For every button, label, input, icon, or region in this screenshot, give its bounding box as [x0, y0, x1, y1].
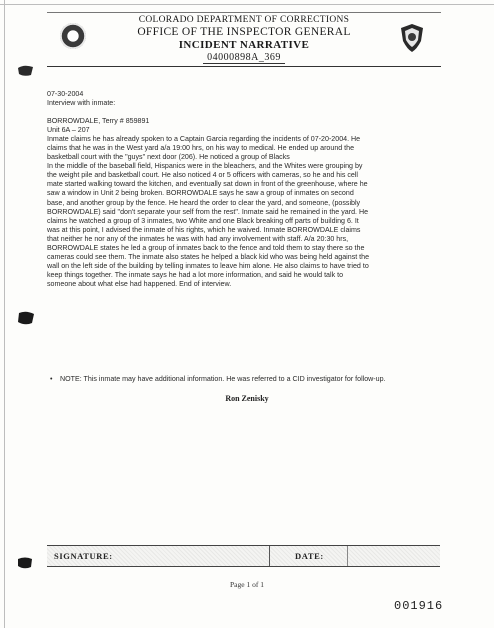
- narrative-line: the weight pile and basketball court. He also noticed 4 or 5 officers with cameras, so he and his cell: [47, 171, 358, 180]
- scan-edge-top: [0, 4, 494, 5]
- narrative-line: Inmate claims he has already spoken to a Captain Garcia regarding the incidents of 07-20-2004. He: [47, 135, 361, 144]
- narrative-line: In the middle of the baseball field, Hispanics were in the bleachers, and the Whites were grouping by: [47, 162, 363, 171]
- case-number: 04000898A_369: [203, 52, 285, 64]
- narrative-line: BORROWDALE) said "don't separate your self from the rest". Inmate said he remained in the yard. He: [47, 207, 369, 216]
- state-seal-icon: [60, 23, 86, 49]
- case-number-line: [47, 52, 441, 64]
- inmate-unit: Unit 6A – 207: [47, 126, 90, 135]
- narrative-line: keep things together. The inmate says he had a lot more information, and said he would talk to: [47, 270, 344, 279]
- narrative-line: was at this point, I advised the inmate of his rights, which he waived. Inmate BORROWDALE claims: [47, 225, 361, 234]
- page-number: Page 1 of 1: [230, 580, 264, 589]
- punch-hole-top-icon: [16, 64, 36, 78]
- narrative-line: claims that he was in the West yard a/a 19:00 hrs, on his way to medical. He ended up around the: [47, 144, 355, 153]
- signer-name: Ron Zenisky: [225, 394, 269, 403]
- note-bullet: •: [50, 375, 53, 383]
- narrative-line: base, and another group by the fence. He heard the order to clear the yard, and someone, (possibly: [47, 198, 361, 207]
- date-label: DATE:: [295, 551, 324, 561]
- signature-label: SIGNATURE:: [54, 551, 113, 561]
- punch-hole-middle-icon: [16, 310, 36, 326]
- note-text: NOTE: This inmate may have additional information. He was referred to a CID investigator for follow-up.: [60, 375, 386, 383]
- department-name: COLORADO DEPARTMENT OF CORRECTIONS: [138, 15, 350, 25]
- narrative-paragraph: [47, 135, 433, 289]
- narrative-line: BORROWDALE states he led a group of inmates back to the fence and told them to stay there so the: [47, 243, 365, 252]
- signature-divider: [269, 546, 270, 566]
- narrative-line: someone about what else had happened. End of interview.: [47, 279, 232, 288]
- document-header: [47, 12, 441, 67]
- narrative-line: that neither he nor any of the inmates he was with had any involvement with staff. A/a 20:30 hrs,: [47, 234, 349, 243]
- narrative-line: saw a window in Unit 2 being broken. BORROWDALE says he saw a group of inmates on second: [47, 189, 354, 198]
- bates-stamp-number: 001916: [394, 599, 444, 613]
- narrative-body: [47, 90, 433, 289]
- narrative-line: basketball court with the "guys" next door (206). He noticed a group of Blacks: [47, 153, 290, 162]
- narrative-subject: Interview with inmate:: [47, 99, 116, 108]
- narrative-line: wall on the left side of the building by telling inmates to leave him alone. He also claims to have tried to: [47, 261, 369, 270]
- corrections-badge-icon: [399, 23, 425, 53]
- office-name: OFFICE OF THE INSPECTOR GENERAL: [137, 26, 351, 38]
- narrative-line: cameras could see them. The inmate also states he helped a black kid who was being held against the: [47, 252, 370, 261]
- document-type: INCIDENT NARRATIVE: [178, 39, 310, 51]
- narrative-line: mate started walking toward the kitchen, and eventually sat down in front of the greenhouse, where he: [47, 180, 368, 189]
- narrative-line: claims he watched a group of 3 inmates, two White and one Black breaking off parts of building 6. It: [47, 216, 359, 225]
- inmate-name: BORROWDALE, Terry # 859891: [47, 117, 150, 126]
- note-block: [47, 375, 427, 384]
- date-divider: [347, 546, 348, 566]
- narrative-date: 07-30-2004: [47, 90, 84, 98]
- scan-edge-left: [4, 0, 5, 628]
- punch-hole-bottom-icon: [16, 556, 34, 570]
- signature-bar: [47, 545, 440, 567]
